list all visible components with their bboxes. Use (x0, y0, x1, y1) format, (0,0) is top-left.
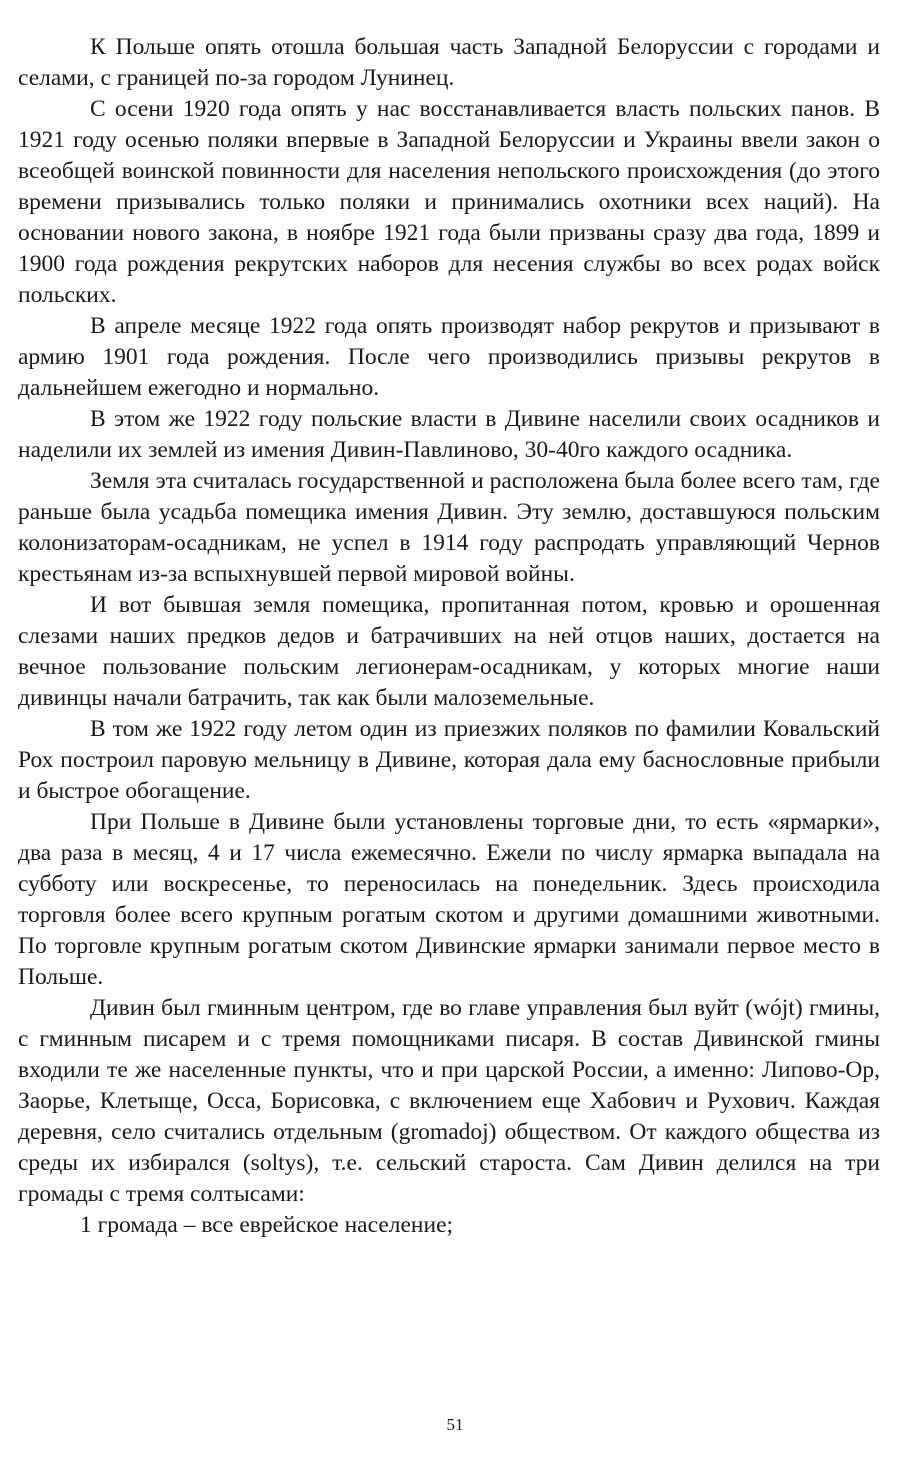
paragraph: При Польше в Дивине были установлены торговые дни, то есть «ярмарки», два раза в месяц, 4 и 17 числа ежемесячно. Ежели по числу ярмарка выпадала на субботу или воскресенье, то переносилась на понедельник. Здесь происходила торговля более всего крупным рогатым скотом и другими домашними животными. По торговле крупным рогатым скотом Дивинские ярмарки занимали первое место в Польше. (18, 809, 880, 990)
paragraph: В апреле месяце 1922 года опять производят набор рекрутов и призывают в армию 1901 года рождения. После чего производились призывы рекрутов в дальнейшем ежегодно и нормально. (18, 313, 880, 401)
paragraph: В том же 1922 году летом один из приезжих поляков по фамилии Ковальский Рох построил паровую мельницу в Дивине, которая дала ему баснословные прибыли и быстрое обогащение. (18, 716, 880, 804)
page-number: 51 (446, 1415, 464, 1434)
paragraph: Земля эта считалась государственной и расположена была более всего там, где раньше была усадьба помещика имения Дивин. Эту землю, доставшуюся польским колонизаторам-осадникам, не успел в 1914 году распродать управляющий Чернов крестьянам из-за вспыхнувшей первой мировой войны. (18, 468, 880, 587)
paragraph: И вот бывшая земля помещика, пропитанная потом, кровью и орошенная слезами наших предков дедов и батрачивших на ней отцов наших, достается на вечное пользование польским легионерам-осадникам, у которых многие наши дивинцы начали батрачить, так как были малоземельные. (18, 592, 880, 711)
paragraph: С осени 1920 года опять у нас восстанавливается власть польских панов. В 1921 году осенью поляки впервые в Западной Белоруссии и Украины ввели закон о всеобщей воинской повинности для населения непольского происхождения (до этого времени призывались только поляки и принимались охотники всех наций). На основании нового закона, в ноябре 1921 года были призваны сразу два года, 1899 и 1900 года рождения рекрутских наборов для несения службы во всех родах войск польских. (18, 96, 880, 308)
body-text (18, 32, 880, 1241)
paragraph: К Польше опять отошла большая часть Западной Белоруссии с городами и селами, с границей по-за городом Лунинец. (18, 34, 880, 91)
paragraph: Дивин был гминным центром, где во главе управления был вуйт (wójt) гмины, с гминным писарем и с тремя помощниками писаря. В состав Дивинской гмины входили те же населенные пункты, что и при царской России, а именно: Липово-Ор, Заорье, Клетыще, Осса, Борисовка, с включением еще Хабович и Рухович. Каждая деревня, село считались отдельным (gromadoj) обществом. От каждого общества из среды их избирался (soltys), т.е. сельский староста. Сам Дивин делился на три громады с тремя солтысами: (18, 995, 880, 1207)
list-item: 1 громада – все еврейское население; (80, 1212, 454, 1238)
paragraph: В этом же 1922 году польские власти в Дивине населили своих осадников и наделили их землей из имения Дивин-Павлиново, 30-40го каждого осадника. (18, 406, 880, 463)
